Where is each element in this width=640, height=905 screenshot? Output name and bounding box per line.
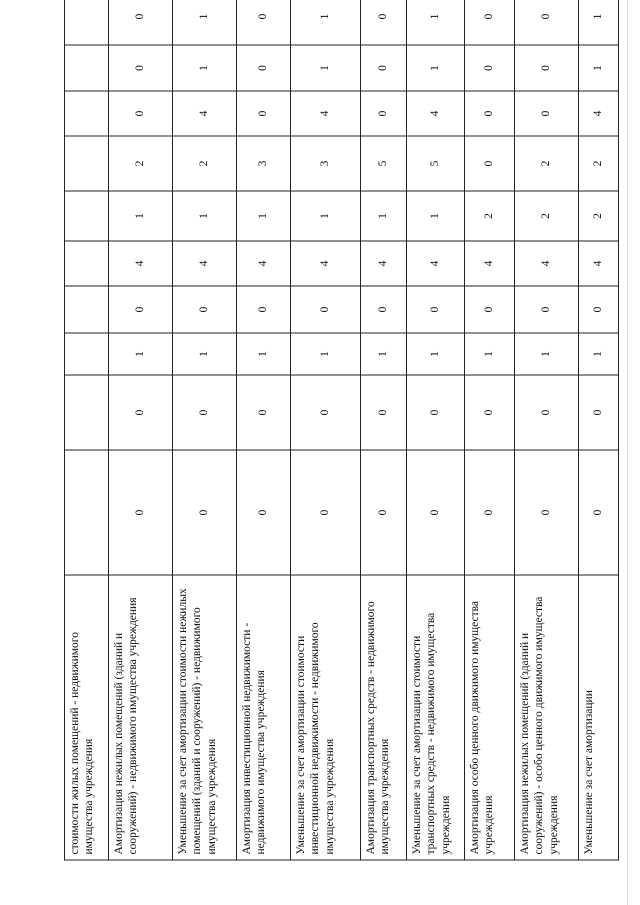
code-cell: 0 (579, 450, 619, 575)
code-cell: 4 (579, 241, 619, 286)
table-row (579, 0, 619, 860)
code-cell: 0 (465, 0, 515, 45)
code-cell: 0 (465, 91, 515, 136)
code-cell: 1 (173, 333, 237, 375)
code-cell: 0 (407, 286, 465, 333)
code-cell: 1 (173, 45, 237, 91)
code-cell: 4 (173, 241, 237, 286)
code-cell: 1 (173, 0, 237, 45)
table-row (173, 0, 237, 860)
code-cell: 0 (465, 286, 515, 333)
code-cell: 2 (173, 136, 237, 191)
table-body (65, 0, 619, 860)
code-cell (65, 333, 109, 375)
code-cell (65, 286, 109, 333)
code-cell: 4 (465, 241, 515, 286)
code-cell: 0 (407, 450, 465, 575)
code-cell: 0 (515, 91, 579, 136)
code-cell: 0 (237, 45, 291, 91)
code-cell: 1 (361, 191, 407, 241)
row-label: стоимости жилых помещений - недвижимого имущества учреждения (65, 575, 109, 860)
code-cell: 0 (173, 375, 237, 450)
code-cell: 1 (407, 0, 465, 45)
code-cell: 2 (579, 136, 619, 191)
code-cell: 4 (407, 91, 465, 136)
code-cell: 0 (109, 375, 173, 450)
code-cell: 0 (465, 450, 515, 575)
code-cell: 1 (237, 191, 291, 241)
table-row (291, 0, 361, 860)
row-label: Амортизация транспортных средств - недвижимого имущества учреждения (361, 575, 407, 860)
code-cell: 0 (361, 0, 407, 45)
code-cell: 0 (173, 450, 237, 575)
code-cell: 4 (291, 91, 361, 136)
code-cell: 1 (109, 333, 173, 375)
code-cell: 0 (579, 375, 619, 450)
code-cell: 0 (109, 450, 173, 575)
code-cell: 1 (407, 45, 465, 91)
row-label: Уменьшение за счет амортизации стоимости нежилых помещений (зданий и сооружений) - недвижимого имущества учреждения (173, 575, 237, 860)
code-cell: 4 (515, 241, 579, 286)
row-label: Уменьшение за счет амортизации стоимости транспортных средств - недвижимого имущества учреждения (407, 575, 465, 860)
code-cell: 0 (465, 136, 515, 191)
code-cell (65, 375, 109, 450)
code-cell: 1 (109, 191, 173, 241)
code-cell: 3 (237, 136, 291, 191)
code-cell: 4 (361, 241, 407, 286)
code-cell: 5 (407, 136, 465, 191)
code-cell: 0 (465, 45, 515, 91)
code-cell: 0 (361, 45, 407, 91)
code-cell: 4 (407, 241, 465, 286)
code-cell: 1 (291, 191, 361, 241)
rotated-table-container (64, 13, 605, 860)
code-cell: 4 (109, 241, 173, 286)
row-label: Уменьшение за счет амортизации стоимости инвестиционной недвижимости - недвижимого имущества учреждения (291, 575, 361, 860)
table-row (361, 0, 407, 860)
code-cell: 0 (109, 91, 173, 136)
code-cell: 1 (465, 333, 515, 375)
code-cell (65, 450, 109, 575)
code-cell: 0 (237, 286, 291, 333)
code-cell: 0 (237, 91, 291, 136)
table-row (407, 0, 465, 860)
table-row (465, 0, 515, 860)
table-row (515, 0, 579, 860)
code-cell: 0 (407, 375, 465, 450)
code-cell: 4 (579, 91, 619, 136)
code-cell (65, 0, 109, 45)
code-cell: 5 (361, 136, 407, 191)
code-cell: 1 (361, 333, 407, 375)
row-label: Уменьшение за счет амортизации (579, 575, 619, 860)
code-cell: 0 (109, 286, 173, 333)
code-cell: 2 (515, 136, 579, 191)
code-cell: 4 (237, 241, 291, 286)
code-cell: 0 (237, 450, 291, 575)
code-cell: 1 (515, 333, 579, 375)
code-cell: 0 (515, 375, 579, 450)
code-cell (65, 45, 109, 91)
code-cell: 0 (361, 375, 407, 450)
table-row (109, 0, 173, 860)
code-cell: 0 (579, 286, 619, 333)
code-cell: 0 (515, 450, 579, 575)
code-cell: 0 (237, 0, 291, 45)
page-edge-line (627, 0, 628, 905)
code-cell: 0 (237, 375, 291, 450)
code-cell: 1 (579, 333, 619, 375)
row-label: Амортизация инвестиционной недвижимости - недвижимого имущества учреждения (237, 575, 291, 860)
code-cell: 1 (291, 0, 361, 45)
code-cell: 0 (515, 45, 579, 91)
code-cell: 2 (109, 136, 173, 191)
code-cell (65, 241, 109, 286)
code-cell: 1 (237, 333, 291, 375)
code-cell: 0 (361, 286, 407, 333)
code-cell: 0 (291, 286, 361, 333)
code-cell: 0 (515, 286, 579, 333)
code-cell: 0 (291, 450, 361, 575)
code-cell: 3 (291, 136, 361, 191)
code-cell: 2 (465, 191, 515, 241)
row-label: Амортизация нежилых помещений (зданий и сооружений) - особо ценного движимого имущества учреждения (515, 575, 579, 860)
row-label: Амортизация нежилых помещений (зданий и сооружений) - недвижимого имущества учреждения (109, 575, 173, 860)
code-cell: 4 (173, 91, 237, 136)
code-cell: 1 (173, 191, 237, 241)
code-cell: 2 (515, 191, 579, 241)
amortization-table (64, 0, 619, 860)
code-cell: 0 (361, 450, 407, 575)
code-cell: 0 (465, 375, 515, 450)
code-cell: 4 (291, 241, 361, 286)
code-cell (65, 191, 109, 241)
code-cell: 0 (291, 375, 361, 450)
code-cell: 1 (579, 45, 619, 91)
code-cell: 0 (109, 0, 173, 45)
table-row (65, 0, 109, 860)
row-label: Амортизация особо ценного движимого имущества учреждения (465, 575, 515, 860)
code-cell (65, 136, 109, 191)
code-cell: 0 (109, 45, 173, 91)
code-cell: 2 (579, 191, 619, 241)
code-cell: 1 (407, 191, 465, 241)
code-cell: 1 (291, 333, 361, 375)
code-cell: 0 (361, 91, 407, 136)
table-row (237, 0, 291, 860)
code-cell: 0 (173, 286, 237, 333)
code-cell: 0 (515, 0, 579, 45)
code-cell: 1 (579, 0, 619, 45)
code-cell: 1 (407, 333, 465, 375)
code-cell: 1 (291, 45, 361, 91)
code-cell (65, 91, 109, 136)
